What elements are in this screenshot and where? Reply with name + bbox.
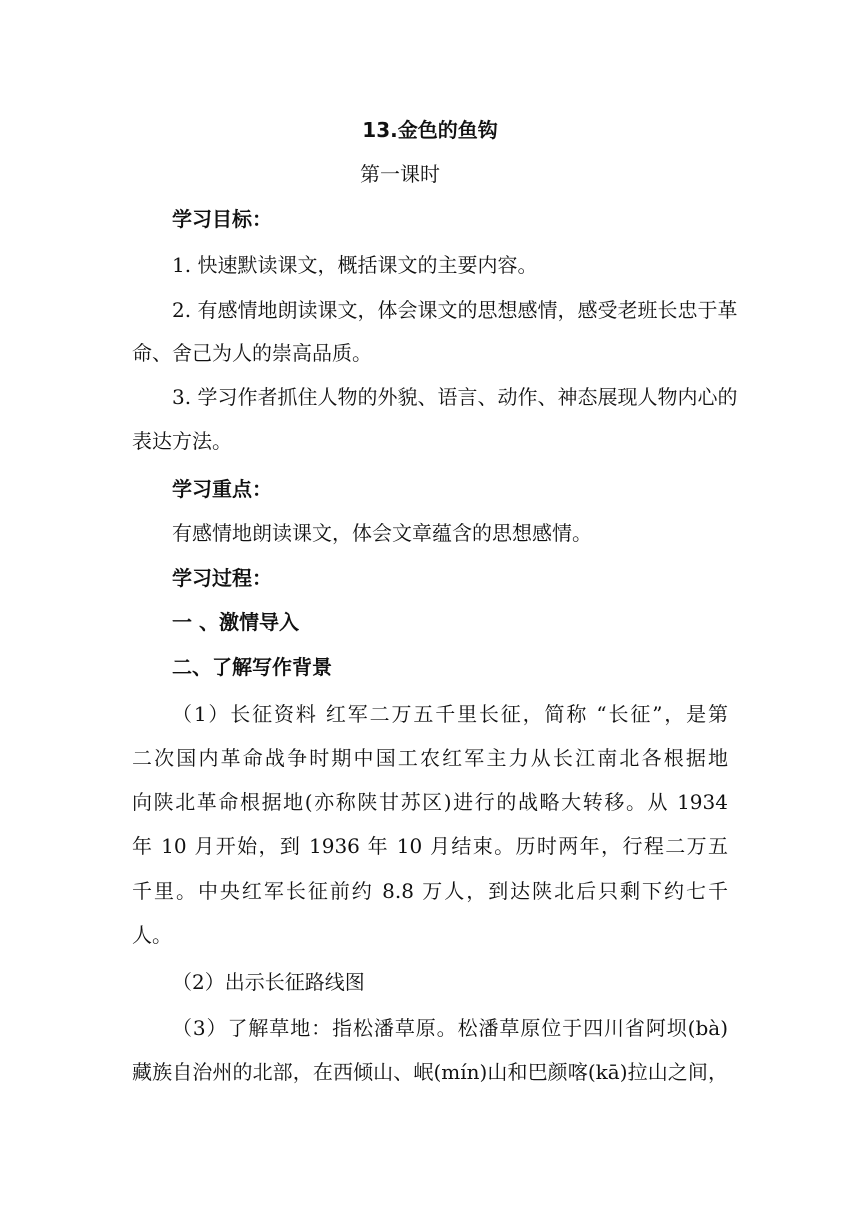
focus-heading: 学习重点：: [172, 477, 272, 501]
objective-2-line-1: 2. 有感情地朗读课文，体会课文的思想感情，感受老班长忠于革: [172, 298, 738, 322]
objective-3-line-2: 表达方法。: [132, 429, 232, 453]
background-p1-line-4: 年 10 月开始，到 1936 年 10 月结束。历时两年，行程二万五: [132, 834, 728, 858]
background-p3-line-2: 藏族自治州的北部，在西倾山、岷(mín)山和巴颜喀(kā)拉山之间，: [132, 1060, 728, 1084]
background-p1-line-2: 二次国内革命战争时期中国工农红军主力从长江南北各根据地: [132, 746, 728, 770]
background-p3-line-1: （3）了解草地：指松潘草原。松潘草原位于四川省阿坝(bà): [172, 1016, 728, 1040]
objective-3-line-1: 3. 学习作者抓住人物的外貌、语言、动作、神态展现人物内心的: [172, 385, 738, 409]
background-p1-line-5: 千里。中央红军长征前约 8.8 万人，到达陕北后只剩下约七千: [132, 879, 728, 903]
background-p1-line-3: 向陕北革命根据地(亦称陕甘苏区)进行的战略大转移。从 1934: [132, 790, 728, 814]
lesson-subtitle: 第一课时: [360, 162, 440, 186]
step-2-heading: 二、了解写作背景: [172, 655, 332, 679]
document-title: 13.金色的鱼钩: [362, 118, 498, 142]
objective-1: 1. 快速默读课文，概括课文的主要内容。: [172, 253, 538, 277]
objectives-heading: 学习目标：: [172, 207, 272, 231]
background-p1-line-1: （1）长征资料 红军二万五千里长征，简称 “长征”，是第: [172, 702, 728, 726]
focus-text: 有感情地朗读课文，体会文章蕴含的思想感情。: [172, 521, 592, 545]
background-p1-line-6: 人。: [132, 923, 172, 947]
objective-2-line-2: 命、舍己为人的崇高品质。: [132, 341, 372, 365]
step-1-heading: 一 、激情导入: [172, 610, 299, 634]
background-p2: （2）出示长征路线图: [172, 970, 365, 994]
process-heading: 学习过程：: [172, 566, 272, 590]
